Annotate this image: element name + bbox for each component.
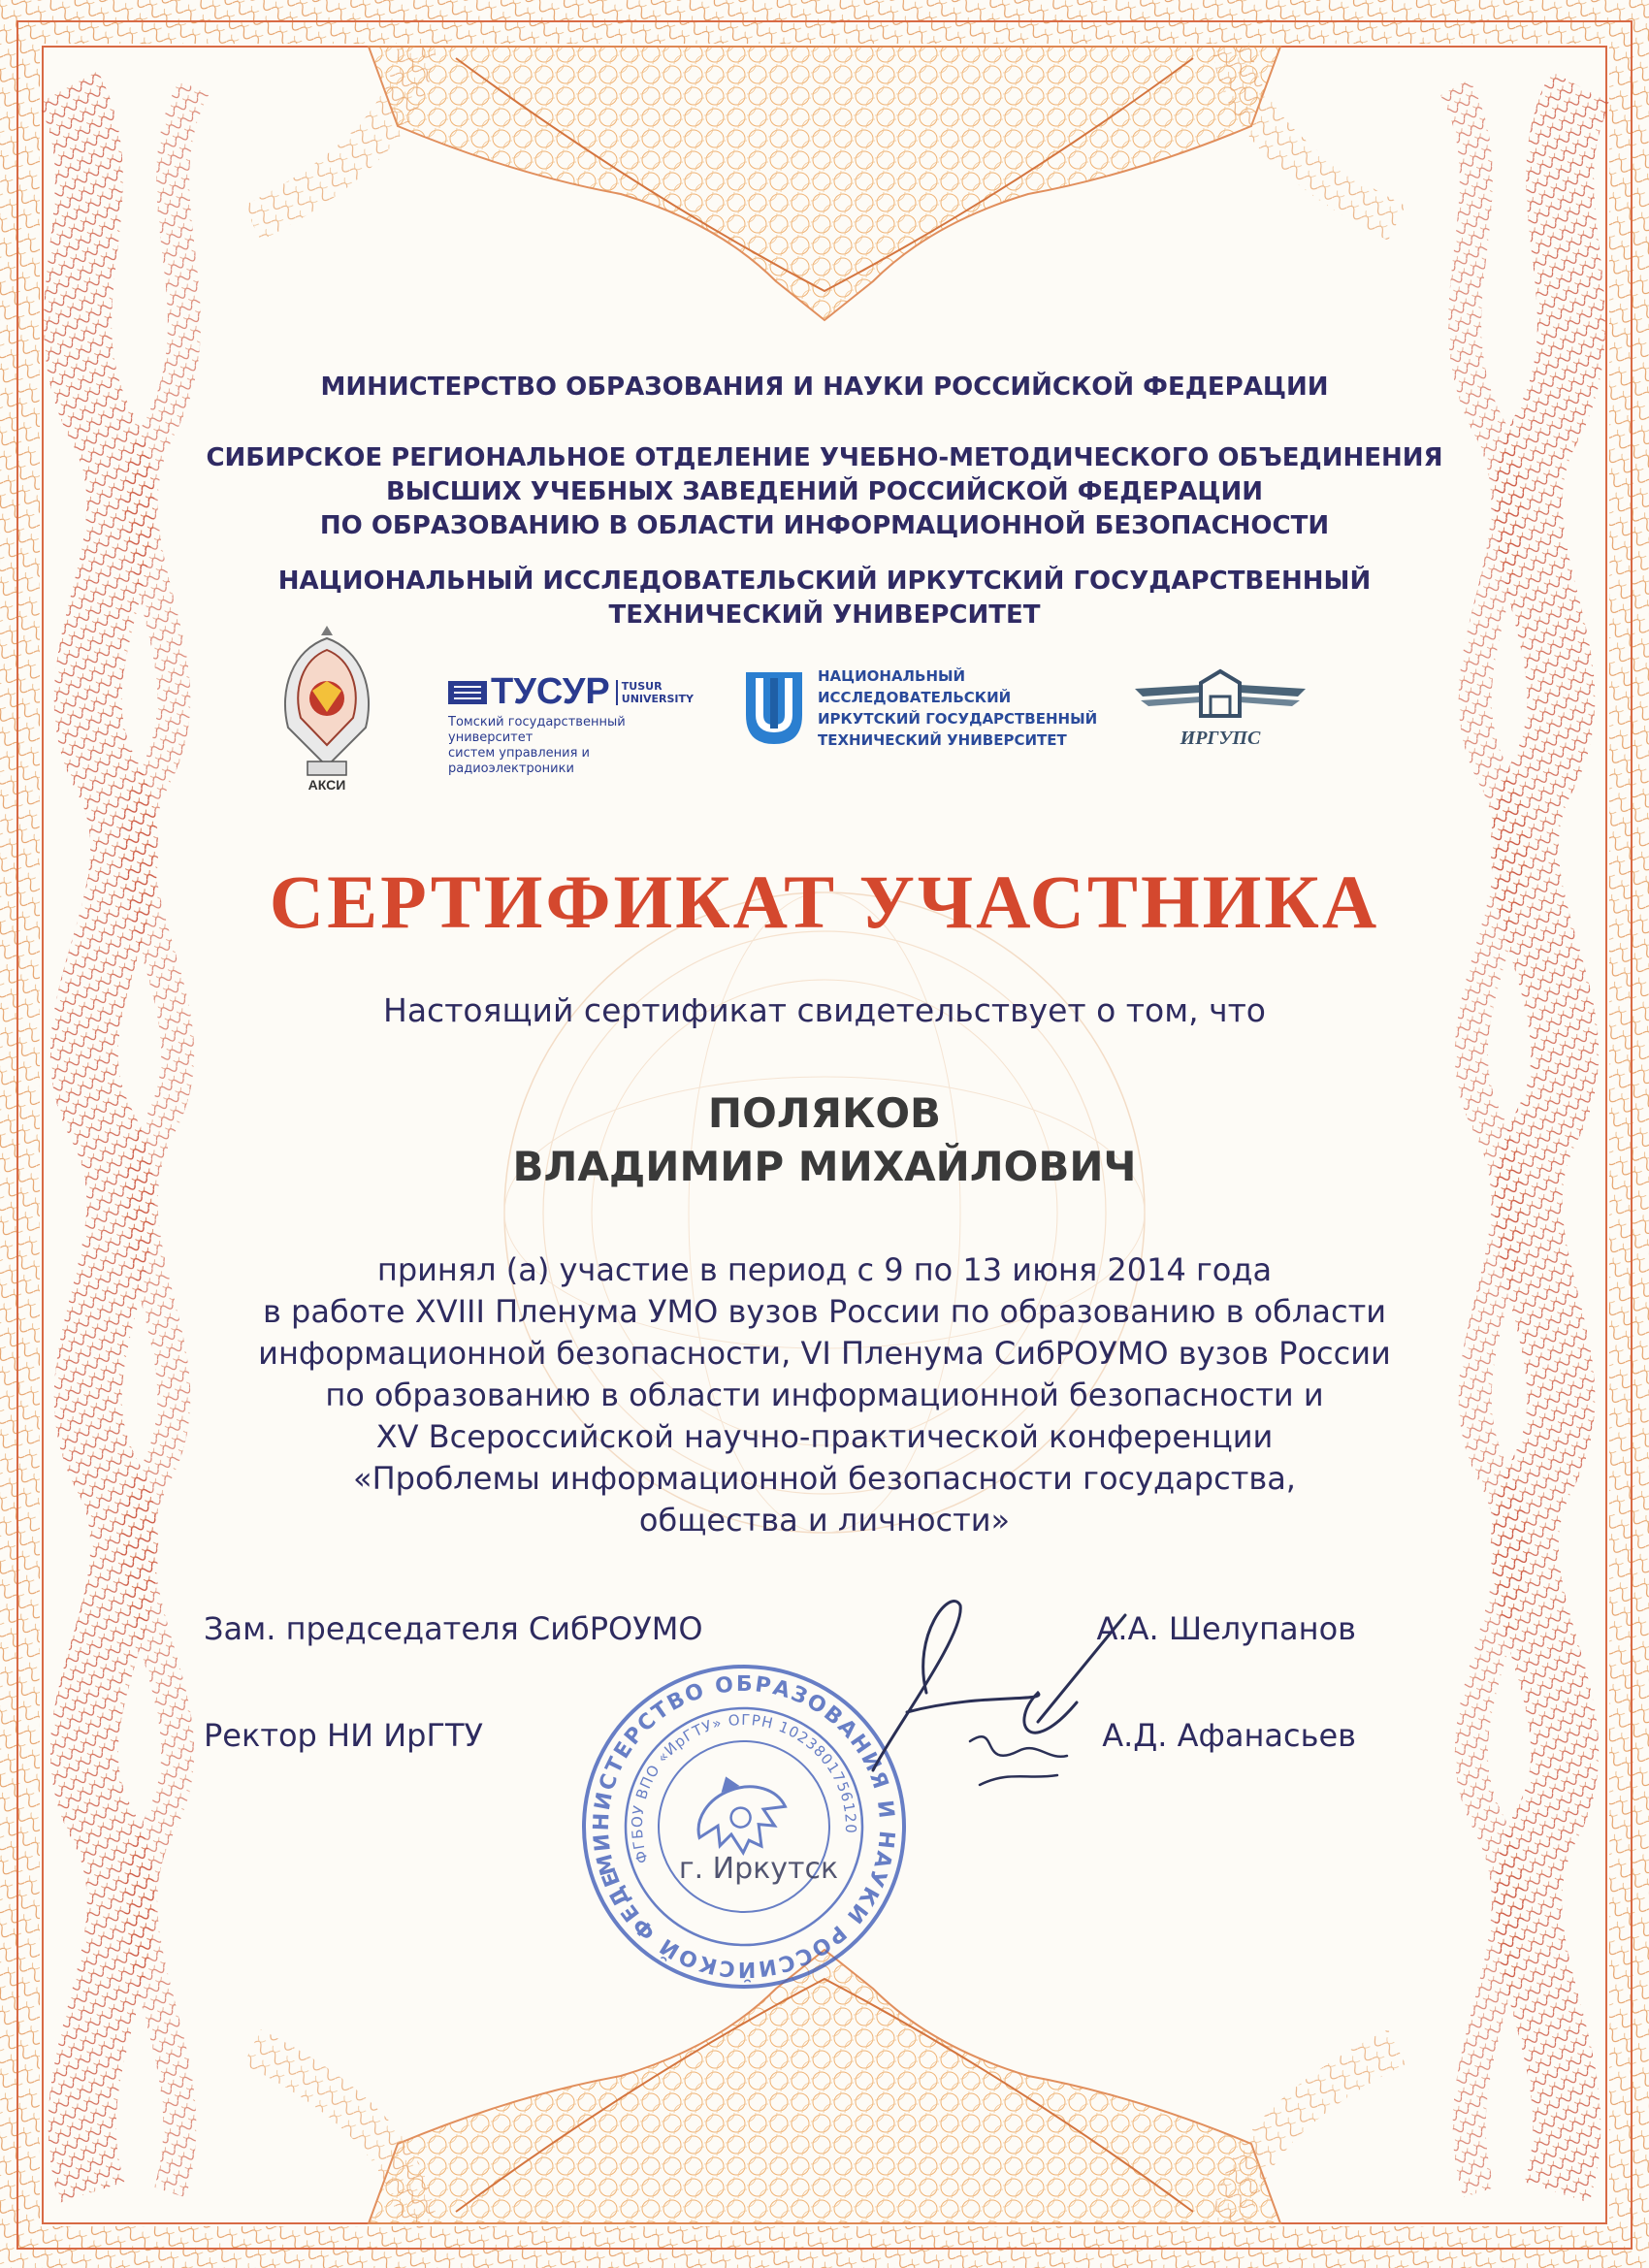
body-line: XV Всероссийской научно-практической конференции	[375, 1418, 1274, 1455]
irnitu-line: ТЕХНИЧЕСКИЙ УНИВЕРСИТЕТ	[818, 731, 1067, 749]
ministry-heading: МИНИСТЕРСТВО ОБРАЗОВАНИЯ И НАУКИ РОССИЙСКОЙ ФЕДЕРАЦИИ	[320, 373, 1329, 402]
tusur-mark-icon	[448, 677, 487, 708]
signatory-position: Зам. председателя СибРОУМО	[204, 1610, 703, 1647]
university-heading	[194, 565, 1455, 632]
irnitu-logo	[742, 660, 1111, 757]
irgups-name: ИРГУПС	[1180, 728, 1261, 749]
certificate-intro: Настоящий сертификат свидетельствует о том, что	[383, 991, 1266, 1029]
participant-surname: ПОЛЯКОВ	[707, 1089, 942, 1137]
irnitu-line: ИРКУТСКИЙ ГОСУДАРСТВЕННЫЙ	[818, 710, 1098, 728]
division-heading	[194, 441, 1455, 543]
body-line: информационной безопасности, VI Пленума СибРОУМО вузов России	[258, 1335, 1391, 1372]
irnitu-line: ИССЛЕДОВАТЕЛЬСКИЙ	[818, 689, 1012, 706]
division-line: ВЫСШИХ УЧЕБНЫХ ЗАВЕДЕНИЙ РОССИЙСКОЙ ФЕДЕРАЦИИ	[385, 477, 1264, 506]
signatory-name: А.Д. Афанасьев	[1102, 1717, 1356, 1754]
certificate-title: СЕРТИФИКАТ УЧАСТНИКА	[269, 859, 1380, 944]
tusur-en-line: TUSUR	[621, 679, 663, 693]
signatory-position: Ректор НИ ИрГТУ	[204, 1717, 483, 1754]
body-line: принял (а) участие в период с 9 по 13 июня 2014 года	[376, 1251, 1273, 1288]
body-line: по образованию в области информационной безопасности и	[325, 1377, 1324, 1413]
tusur-subtitle-line: Томский государственный университет	[448, 715, 626, 745]
body-line: общества и личности»	[638, 1502, 1011, 1539]
university-line: ТЕХНИЧЕСКИЙ УНИВЕРСИТЕТ	[608, 600, 1041, 630]
tusur-subtitle-line: систем управления и радиоэлектроники	[448, 746, 590, 776]
tusur-name: ТУСУР	[491, 671, 610, 712]
akso-emblem-logo	[274, 621, 380, 795]
body-line: в работе XVIII Пленума УМО вузов России по образованию в области	[263, 1293, 1386, 1330]
certificate-body	[194, 1249, 1455, 1541]
university-line: НАЦИОНАЛЬНЫЙ ИССЛЕДОВАТЕЛЬСКИЙ ИРКУТСКИЙ ГОСУДАРСТВЕННЫЙ	[277, 567, 1372, 596]
irgups-logo	[1133, 667, 1308, 755]
irnitu-emblem-icon	[742, 668, 806, 748]
stamp-eagle-icon	[683, 1761, 795, 1864]
irnitu-line: НАЦИОНАЛЬНЫЙ	[818, 667, 966, 685]
participant-given-names: ВЛАДИМИР МИХАЙЛОВИЧ	[512, 1143, 1137, 1190]
stamp-ring-text: МИНИСТЕРСТВО ОБРАЗОВАНИЯ И НАУКИ РОССИЙСКОЙ ФЕДЕРАЦИИ	[589, 1671, 899, 1982]
irgups-wings-icon	[1133, 667, 1308, 724]
division-line: ПО ОБРАЗОВАНИЮ В ОБЛАСТИ ИНФОРМАЦИОННОЙ БЕЗОПАСНОСТИ	[319, 511, 1330, 540]
akso-text: АКСИ	[307, 777, 346, 793]
tusur-en-line: UNIVERSITY	[621, 692, 694, 705]
body-line: «Проблемы информационной безопасности государства,	[353, 1460, 1296, 1497]
stamp-inner-text: ФГБОУ ВПО «ИрГТУ» ОГРН 1023801756120	[628, 1710, 860, 1866]
tusur-logo	[448, 671, 700, 776]
division-line: СИБИРСКОЕ РЕГИОНАЛЬНОЕ ОТДЕЛЕНИЕ УЧЕБНО-МЕТОДИЧЕСКОГО ОБЪЕДИНЕНИЯ	[206, 443, 1443, 472]
stamp-city: г. Иркутск	[678, 1852, 839, 1886]
signatory-name: А.А. Шелупанов	[1096, 1610, 1356, 1647]
